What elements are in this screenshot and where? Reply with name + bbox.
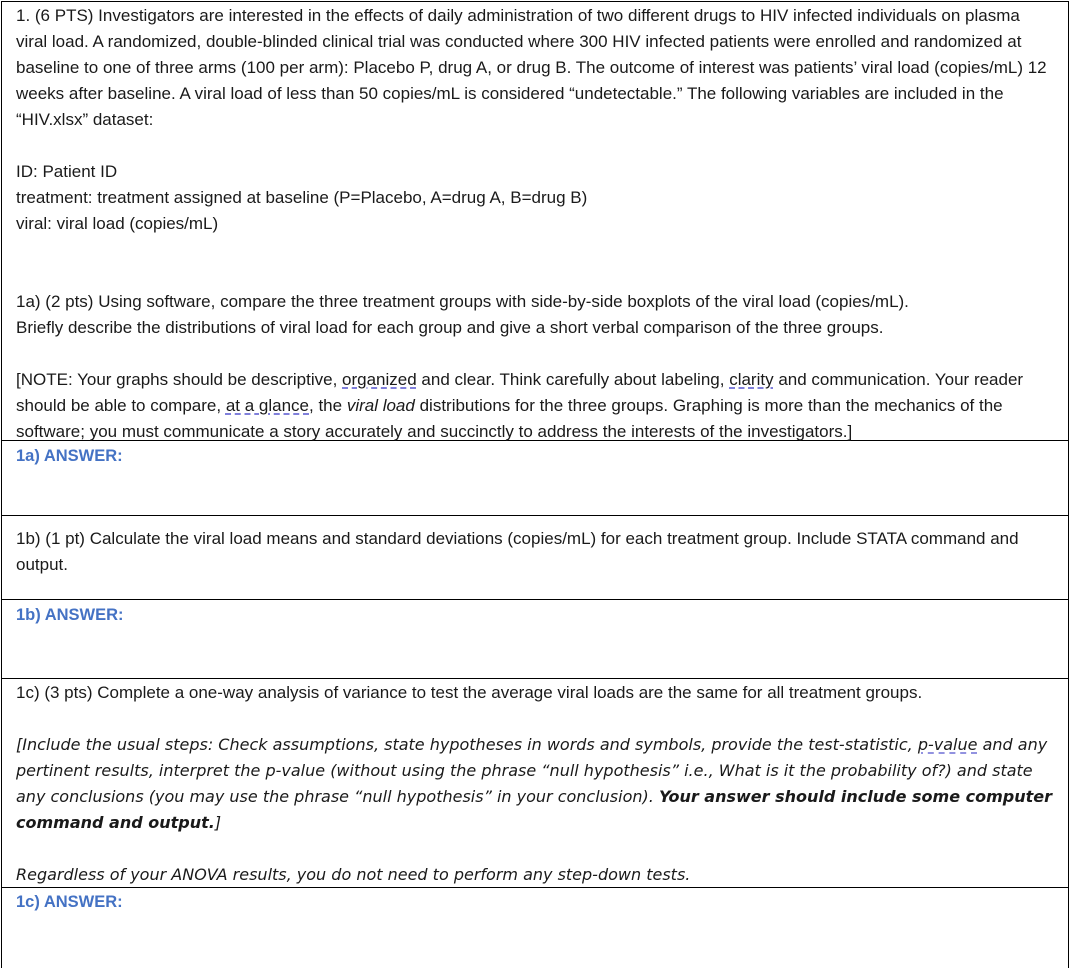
- stepdown-note: Regardless of your ANOVA results, you do not need to perform any step-down tests.: [16, 865, 691, 884]
- answer-1c-label: 1c) ANSWER:: [16, 893, 123, 911]
- proofing-underline: p-value: [917, 735, 978, 754]
- variable-treatment: treatment: treatment assigned at baseline (P=Placebo, A=drug A, B=drug B): [16, 188, 588, 207]
- question-1c-cell: [2, 679, 1068, 888]
- answer-1c-cell[interactable]: [2, 888, 1068, 968]
- question-1a-prompt: 1a) (2 pts) Using software, compare the three treatment groups with side-by-side boxplots of the viral load (copies/mL).: [16, 292, 909, 311]
- graphing-note: [NOTE: Your graphs should be descriptive, organized and clear. Think carefully about labeling, clarity and communication. Your reader should be able to compare, at a glance, the viral load distributions for the three groups. Graphing is more than the mechanics of the software; you must communicate a story accurately and succinctly to address the interests of the investigators.]: [16, 370, 1024, 441]
- proofing-underline: at a glance: [225, 396, 309, 415]
- answer-1a-label: 1a) ANSWER:: [16, 447, 123, 465]
- question-1-intro: 1. (6 PTS) Investigators are interested in the effects of daily administration of two different drugs to HIV infected individuals on plasma viral load. A randomized, double-blinded clinical trial was conducted where 300 HIV infected patients were enrolled and randomized at baseline to one of three arms (100 per arm): Placebo P, drug A, or drug B. The outcome of interest was patients’ viral load (copies/mL) 12 weeks after baseline. A viral load of less than 50 copies/mL is considered “undetectable.” The following variables are included in the “HIV.xlsx” dataset:: [16, 6, 1047, 129]
- proofing-underline: organized: [342, 370, 417, 389]
- question-1-cell: [2, 2, 1068, 441]
- answer-1b-cell[interactable]: [2, 600, 1068, 679]
- answer-1b-label: 1b) ANSWER:: [16, 606, 124, 624]
- variable-viral: viral: viral load (copies/mL): [16, 214, 219, 233]
- anova-instructions: [Include the usual steps: Check assumptions, state hypotheses in words and symbols, provide the test-statistic, p-value and any pertinent results, interpret the p-value (without using the phrase “null hypothesis” i.e., What is it the probability of?) and state any conclusions (you may use the phrase “null hypothesis” in your conclusion). Your answer should include some computer command and output.]: [16, 735, 1053, 832]
- question-1a-prompt-2: Briefly describe the distributions of viral load for each group and give a short verbal comparison of the three groups.: [16, 318, 884, 337]
- question-1c-prompt: 1c) (3 pts) Complete a one-way analysis of variance to test the average viral loads are the same for all treatment groups.: [16, 683, 923, 702]
- question-1b-cell: [2, 516, 1068, 600]
- answer-1a-cell[interactable]: [2, 441, 1068, 516]
- question-1b-prompt: 1b) (1 pt) Calculate the viral load means and standard deviations (copies/mL) for each treatment group. Include STATA command and output.: [16, 529, 1019, 574]
- question-table: [1, 1, 1069, 968]
- proofing-underline: clarity: [729, 370, 774, 389]
- variable-id: ID: Patient ID: [16, 162, 118, 181]
